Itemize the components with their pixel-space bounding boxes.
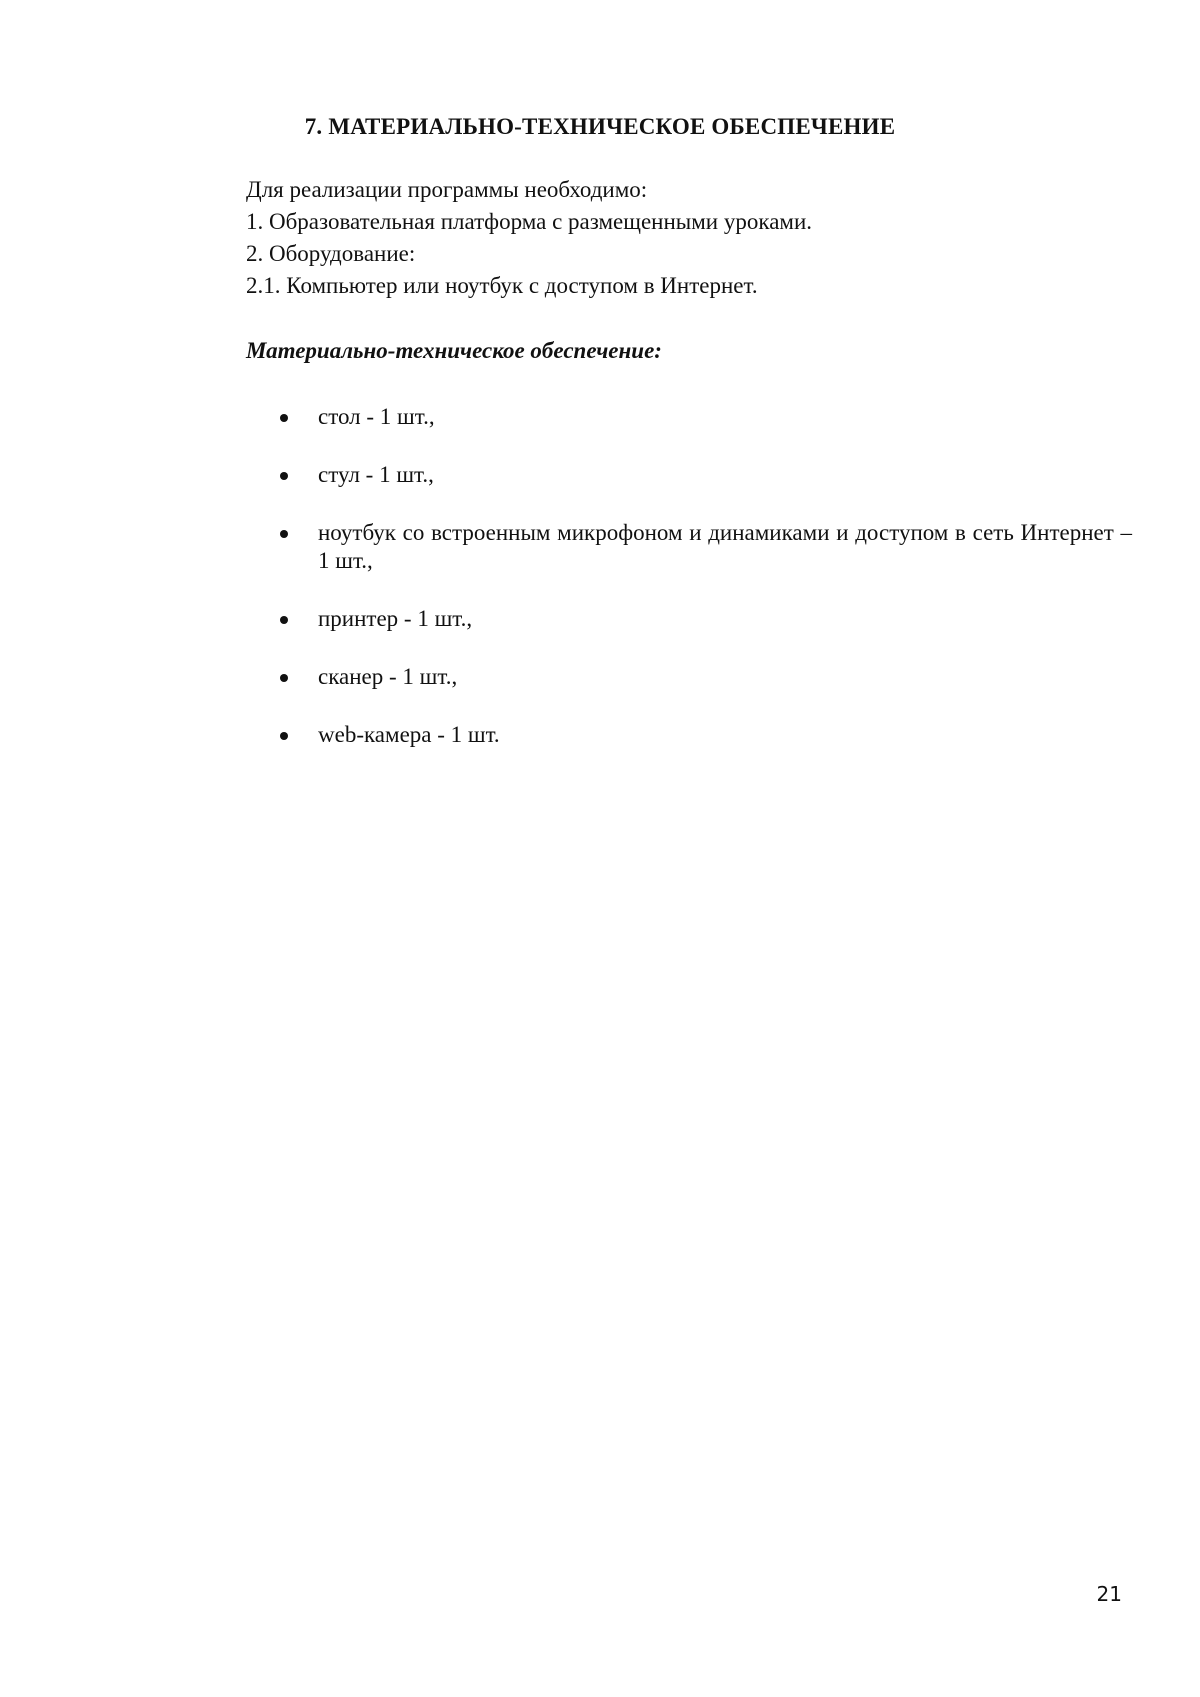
bullet-icon	[280, 530, 288, 538]
list-item-text: сканер - 1 шт.,	[318, 664, 458, 689]
list-item-text: ноутбук со встроенным микрофоном и динамиками и доступом в сеть Интернет – 1 шт.,	[318, 520, 1132, 573]
list-item-text: стол - 1 шт.,	[318, 404, 435, 429]
bullet-icon	[280, 472, 288, 480]
intro-line: 2. Оборудование:	[246, 241, 416, 266]
intro-line: 2.1. Компьютер или ноутбук с доступом в Интернет.	[246, 273, 758, 298]
list-item	[280, 403, 1132, 431]
bullet-icon	[280, 414, 288, 422]
list-item	[280, 721, 1132, 749]
section-heading: 7. МАТЕРИАЛЬНО-ТЕХНИЧЕСКОЕ ОБЕСПЕЧЕНИЕ	[304, 114, 896, 139]
intro-line: Для реализации программы необходимо:	[246, 177, 648, 202]
intro-paragraph	[246, 174, 1126, 302]
page-number: 21	[1096, 1582, 1122, 1606]
list-item-text: стул - 1 шт.,	[318, 462, 434, 487]
equipment-list	[280, 403, 1132, 779]
bullet-icon	[280, 616, 288, 624]
equipment-subheading: Материально-техническое обеспечение:	[246, 338, 662, 363]
list-item	[280, 461, 1132, 489]
bullet-icon	[280, 732, 288, 740]
list-item	[280, 519, 1132, 575]
intro-line: 1. Образовательная платформа с размещенными уроками.	[246, 209, 813, 234]
list-item-text: принтер - 1 шт.,	[318, 606, 473, 631]
list-item	[280, 605, 1132, 633]
list-item-text: web-камера - 1 шт.	[318, 722, 500, 747]
bullet-icon	[280, 674, 288, 682]
list-item	[280, 663, 1132, 691]
